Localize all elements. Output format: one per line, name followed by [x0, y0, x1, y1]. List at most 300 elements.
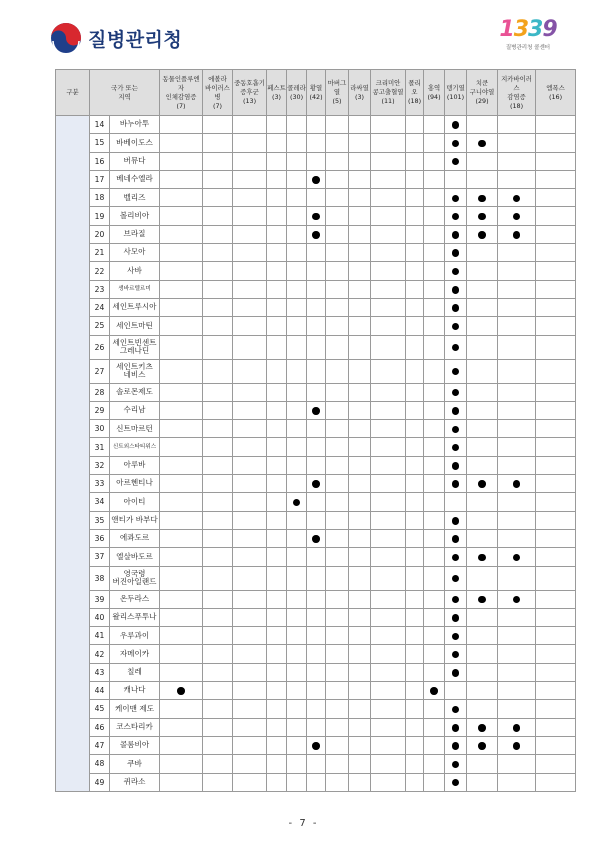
disease-cell: [267, 280, 287, 298]
disease-cell: [203, 475, 233, 493]
disease-cell: [467, 700, 498, 718]
disease-cell: [536, 718, 576, 736]
row-number: 31: [90, 438, 110, 456]
row-number: 38: [90, 566, 110, 590]
disease-cell: [287, 244, 307, 262]
disease-cell: [307, 134, 326, 152]
disease-cell: [307, 511, 326, 529]
occurrence-dot-icon: [478, 231, 486, 239]
occurrence-dot-icon: [452, 724, 460, 732]
disease-region-table: [55, 69, 576, 792]
occurrence-dot-icon: [293, 499, 301, 507]
disease-cell: [160, 134, 203, 152]
disease-cell: [203, 608, 233, 626]
region-header: 국가 또는 지역: [90, 70, 160, 116]
disease-cell: [406, 152, 424, 170]
region-name: 자메이카: [110, 645, 160, 663]
region-name: 쿠바: [110, 755, 160, 773]
disease-cell: [424, 755, 445, 773]
disease-cell: [371, 317, 406, 335]
disease-cell: [307, 335, 326, 359]
disease-header: 홍역 (94): [424, 70, 445, 116]
disease-cell: [287, 682, 307, 700]
disease-cell: [326, 493, 349, 511]
disease-cell: [267, 627, 287, 645]
disease-cell: [424, 262, 445, 280]
row-number: 33: [90, 475, 110, 493]
disease-cell: [203, 298, 233, 316]
disease-cell: [536, 152, 576, 170]
disease-cell: [349, 170, 371, 188]
occurrence-dot-icon: [452, 158, 460, 166]
occurrence-dot-icon: [513, 213, 521, 221]
disease-cell: [267, 152, 287, 170]
disease-cell: [267, 262, 287, 280]
disease-cell: [498, 608, 536, 626]
disease-cell: [349, 189, 371, 207]
disease-cell: [445, 134, 467, 152]
disease-cell: [203, 225, 233, 243]
disease-cell: [160, 590, 203, 608]
disease-cell: [326, 663, 349, 681]
occurrence-dot-icon: [452, 554, 460, 562]
disease-cell: [371, 225, 406, 243]
disease-cell: [160, 475, 203, 493]
table-row: [56, 335, 576, 359]
region-name: 캐나다: [110, 682, 160, 700]
disease-cell: [406, 335, 424, 359]
row-number: 46: [90, 718, 110, 736]
disease-cell: [349, 608, 371, 626]
disease-cell: [424, 511, 445, 529]
disease-cell: [160, 511, 203, 529]
disease-cell: [424, 170, 445, 188]
occurrence-dot-icon: [452, 286, 460, 294]
disease-cell: [307, 401, 326, 419]
disease-cell: [445, 317, 467, 335]
disease-cell: [349, 280, 371, 298]
disease-cell: [326, 529, 349, 547]
row-number: 21: [90, 244, 110, 262]
disease-cell: [349, 383, 371, 401]
disease-cell: [349, 493, 371, 511]
disease-cell: [267, 420, 287, 438]
disease-header: 폴리오 (18): [406, 70, 424, 116]
disease-cell: [307, 608, 326, 626]
disease-cell: [498, 511, 536, 529]
disease-cell: [349, 225, 371, 243]
row-number: 43: [90, 663, 110, 681]
disease-cell: [424, 438, 445, 456]
disease-cell: [498, 244, 536, 262]
region-name: 바누아투: [110, 116, 160, 134]
disease-cell: [424, 456, 445, 474]
disease-cell: [406, 244, 424, 262]
disease-cell: [160, 298, 203, 316]
disease-cell: [536, 170, 576, 188]
occurrence-dot-icon: [452, 195, 460, 203]
occurrence-dot-icon: [452, 779, 460, 787]
disease-cell: [267, 590, 287, 608]
table-row: [56, 207, 576, 225]
disease-cell: [498, 152, 536, 170]
disease-cell: [445, 566, 467, 590]
disease-cell: [536, 207, 576, 225]
disease-cell: [233, 420, 267, 438]
region-name: 엘살바도르: [110, 548, 160, 566]
occurrence-dot-icon: [478, 596, 486, 604]
disease-cell: [233, 456, 267, 474]
disease-cell: [307, 317, 326, 335]
disease-cell: [498, 359, 536, 383]
disease-cell: [233, 682, 267, 700]
disease-cell: [498, 401, 536, 419]
disease-cell: [536, 280, 576, 298]
disease-cell: [371, 189, 406, 207]
disease-cell: [326, 170, 349, 188]
occurrence-dot-icon: [452, 535, 460, 543]
disease-cell: [160, 207, 203, 225]
occurrence-dot-icon: [452, 213, 460, 221]
disease-cell: [424, 335, 445, 359]
disease-cell: [326, 438, 349, 456]
disease-cell: [287, 420, 307, 438]
occurrence-dot-icon: [452, 575, 460, 583]
disease-cell: [371, 548, 406, 566]
disease-cell: [160, 170, 203, 188]
disease-cell: [267, 298, 287, 316]
disease-cell: [371, 401, 406, 419]
disease-cell: [371, 645, 406, 663]
disease-cell: [498, 590, 536, 608]
disease-cell: [445, 511, 467, 529]
kdca-emblem-icon: [50, 22, 82, 54]
disease-cell: [326, 627, 349, 645]
disease-cell: [307, 116, 326, 134]
row-number: 34: [90, 493, 110, 511]
occurrence-dot-icon: [478, 213, 486, 221]
disease-cell: [424, 736, 445, 754]
table-row: [56, 359, 576, 383]
disease-cell: [498, 189, 536, 207]
disease-cell: [371, 152, 406, 170]
disease-cell: [371, 298, 406, 316]
disease-cell: [371, 244, 406, 262]
disease-cell: [536, 511, 576, 529]
region-name: 케이맨 제도: [110, 700, 160, 718]
disease-cell: [467, 566, 498, 590]
disease-cell: [326, 456, 349, 474]
disease-cell: [349, 475, 371, 493]
disease-cell: [371, 627, 406, 645]
disease-header: 마버그열 (5): [326, 70, 349, 116]
disease-cell: [307, 700, 326, 718]
disease-cell: [467, 225, 498, 243]
table-row: [56, 317, 576, 335]
disease-cell: [287, 627, 307, 645]
disease-cell: [307, 420, 326, 438]
occurrence-dot-icon: [452, 669, 460, 677]
disease-cell: [445, 383, 467, 401]
disease-cell: [349, 438, 371, 456]
disease-cell: [203, 207, 233, 225]
table-row: [56, 420, 576, 438]
row-number: 39: [90, 590, 110, 608]
disease-cell: [371, 116, 406, 134]
table-row: [56, 529, 576, 547]
disease-cell: [267, 645, 287, 663]
disease-cell: [203, 755, 233, 773]
disease-cell: [445, 116, 467, 134]
disease-cell: [467, 493, 498, 511]
disease-cell: [160, 262, 203, 280]
row-number: 29: [90, 401, 110, 419]
disease-cell: [349, 682, 371, 700]
disease-cell: [203, 401, 233, 419]
disease-cell: [536, 548, 576, 566]
table-row: [56, 170, 576, 188]
disease-cell: [233, 493, 267, 511]
disease-cell: [371, 511, 406, 529]
page-header: [0, 0, 607, 70]
disease-cell: [326, 383, 349, 401]
region-name: 신트마르턴: [110, 420, 160, 438]
disease-cell: [406, 317, 424, 335]
disease-cell: [536, 244, 576, 262]
disease-cell: [498, 262, 536, 280]
disease-cell: [326, 566, 349, 590]
disease-cell: [445, 420, 467, 438]
disease-cell: [445, 280, 467, 298]
disease-cell: [406, 170, 424, 188]
disease-cell: [160, 189, 203, 207]
disease-cell: [424, 116, 445, 134]
disease-cell: [160, 335, 203, 359]
disease-cell: [498, 475, 536, 493]
disease-cell: [307, 438, 326, 456]
disease-cell: [349, 700, 371, 718]
disease-cell: [326, 608, 349, 626]
disease-cell: [467, 682, 498, 700]
disease-cell: [287, 207, 307, 225]
disease-cell: [307, 718, 326, 736]
disease-cell: [233, 663, 267, 681]
disease-cell: [233, 383, 267, 401]
disease-cell: [160, 755, 203, 773]
disease-cell: [307, 566, 326, 590]
region-name: 베네수엘라: [110, 170, 160, 188]
disease-cell: [267, 116, 287, 134]
disease-cell: [536, 420, 576, 438]
disease-cell: [371, 207, 406, 225]
table-row: [56, 383, 576, 401]
region-name: 아이티: [110, 493, 160, 511]
occurrence-dot-icon: [452, 596, 460, 604]
disease-cell: [267, 359, 287, 383]
occurrence-dot-icon: [478, 742, 486, 750]
occurrence-dot-icon: [452, 304, 460, 312]
disease-cell: [406, 511, 424, 529]
row-number: 45: [90, 700, 110, 718]
disease-cell: [233, 317, 267, 335]
disease-cell: [307, 298, 326, 316]
disease-cell: [267, 566, 287, 590]
disease-cell: [371, 493, 406, 511]
disease-cell: [371, 566, 406, 590]
disease-cell: [371, 475, 406, 493]
disease-cell: [424, 682, 445, 700]
disease-cell: [424, 566, 445, 590]
disease-cell: [233, 244, 267, 262]
disease-cell: [406, 383, 424, 401]
row-number: 16: [90, 152, 110, 170]
disease-cell: [203, 189, 233, 207]
disease-cell: [536, 566, 576, 590]
row-number: 27: [90, 359, 110, 383]
disease-cell: [287, 773, 307, 791]
disease-cell: [424, 225, 445, 243]
disease-cell: [536, 438, 576, 456]
disease-cell: [406, 493, 424, 511]
disease-cell: [203, 280, 233, 298]
disease-cell: [287, 359, 307, 383]
disease-cell: [233, 207, 267, 225]
disease-cell: [287, 608, 307, 626]
disease-cell: [160, 280, 203, 298]
disease-cell: [445, 627, 467, 645]
disease-cell: [349, 152, 371, 170]
disease-cell: [371, 359, 406, 383]
disease-cell: [287, 475, 307, 493]
disease-cell: [326, 511, 349, 529]
disease-cell: [349, 645, 371, 663]
row-number: 35: [90, 511, 110, 529]
disease-cell: [467, 189, 498, 207]
occurrence-dot-icon: [452, 389, 460, 397]
disease-cell: [371, 438, 406, 456]
disease-cell: [406, 420, 424, 438]
occurrence-dot-icon: [452, 368, 460, 376]
disease-cell: [203, 718, 233, 736]
disease-cell: [160, 736, 203, 754]
occurrence-dot-icon: [452, 249, 460, 257]
disease-cell: [406, 700, 424, 718]
disease-cell: [424, 152, 445, 170]
occurrence-dot-icon: [452, 742, 460, 750]
disease-cell: [467, 317, 498, 335]
disease-header: 콜레라 (30): [287, 70, 307, 116]
disease-cell: [536, 383, 576, 401]
disease-cell: [406, 401, 424, 419]
disease-cell: [307, 456, 326, 474]
disease-cell: [498, 317, 536, 335]
disease-cell: [445, 207, 467, 225]
row-number: 19: [90, 207, 110, 225]
region-name: 벨리즈: [110, 189, 160, 207]
table-row: [56, 682, 576, 700]
disease-cell: [307, 359, 326, 383]
disease-cell: [424, 475, 445, 493]
disease-cell: [267, 700, 287, 718]
disease-cell: [536, 335, 576, 359]
disease-header: 크리미안 콩고출혈열 (11): [371, 70, 406, 116]
disease-cell: [536, 627, 576, 645]
disease-cell: [326, 773, 349, 791]
disease-cell: [326, 225, 349, 243]
disease-cell: [467, 420, 498, 438]
group-cell: [56, 116, 90, 792]
disease-cell: [445, 608, 467, 626]
disease-cell: [287, 438, 307, 456]
disease-cell: [287, 401, 307, 419]
region-name: 코스타리카: [110, 718, 160, 736]
agency-name: 질병관리청: [88, 28, 183, 51]
disease-cell: [287, 663, 307, 681]
disease-cell: [498, 566, 536, 590]
disease-cell: [307, 244, 326, 262]
disease-cell: [307, 493, 326, 511]
disease-cell: [287, 548, 307, 566]
table-row: [56, 456, 576, 474]
occurrence-dot-icon: [478, 480, 486, 488]
occurrence-dot-icon: [430, 687, 438, 695]
disease-cell: [467, 755, 498, 773]
row-number: 30: [90, 420, 110, 438]
disease-cell: [349, 207, 371, 225]
disease-cell: [406, 456, 424, 474]
occurrence-dot-icon: [513, 724, 521, 732]
disease-cell: [467, 627, 498, 645]
disease-cell: [498, 456, 536, 474]
disease-cell: [467, 529, 498, 547]
disease-cell: [371, 608, 406, 626]
table-row: [56, 627, 576, 645]
disease-cell: [233, 736, 267, 754]
disease-cell: [406, 529, 424, 547]
disease-cell: [203, 383, 233, 401]
disease-cell: [371, 262, 406, 280]
table-row: [56, 189, 576, 207]
disease-header: 지카바이러스 감염증 (18): [498, 70, 536, 116]
disease-cell: [424, 645, 445, 663]
region-name: 앤티가 바부다: [110, 511, 160, 529]
region-name: 세인트마틴: [110, 317, 160, 335]
disease-cell: [424, 493, 445, 511]
disease-cell: [233, 280, 267, 298]
disease-cell: [203, 663, 233, 681]
disease-header: 중동호흡기 증후군 (13): [233, 70, 267, 116]
occurrence-dot-icon: [513, 554, 521, 562]
disease-cell: [287, 262, 307, 280]
disease-header: 라싸열 (3): [349, 70, 371, 116]
row-number: 17: [90, 170, 110, 188]
disease-cell: [287, 590, 307, 608]
disease-cell: [233, 262, 267, 280]
disease-cell: [536, 590, 576, 608]
row-number: 41: [90, 627, 110, 645]
disease-cell: [424, 718, 445, 736]
disease-cell: [536, 298, 576, 316]
disease-cell: [307, 280, 326, 298]
disease-cell: [445, 718, 467, 736]
disease-cell: [203, 773, 233, 791]
disease-cell: [203, 566, 233, 590]
disease-cell: [326, 280, 349, 298]
disease-cell: [467, 244, 498, 262]
disease-cell: [467, 736, 498, 754]
disease-cell: [445, 548, 467, 566]
disease-cell: [326, 401, 349, 419]
